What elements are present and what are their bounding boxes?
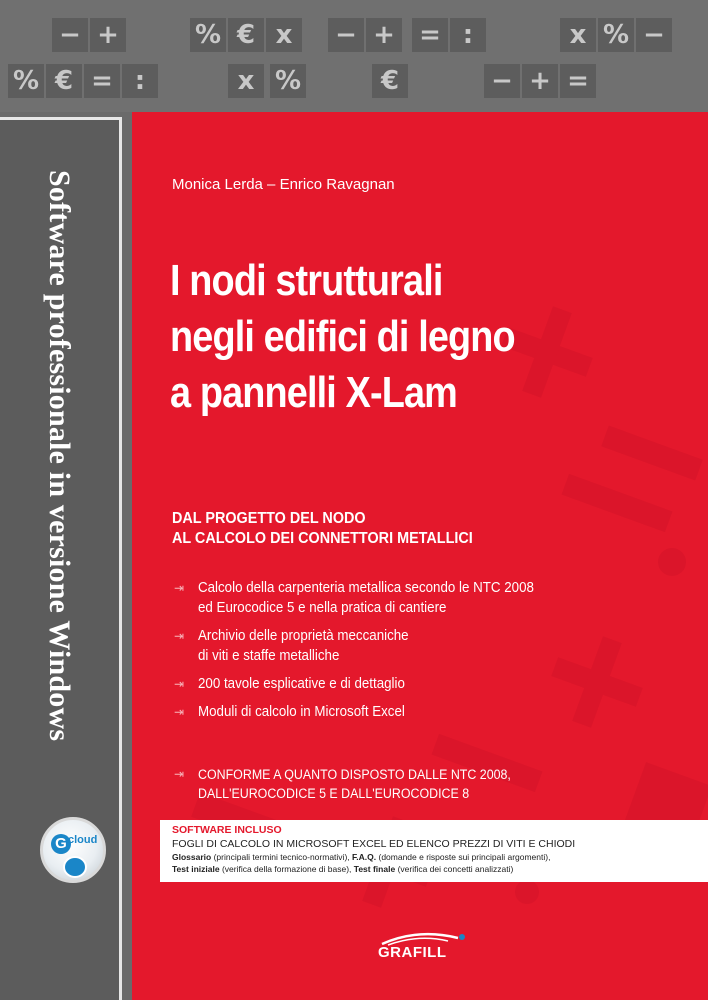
subtitle-line: AL CALCOLO DEI CONNETTORI METALLICI [172,530,473,547]
bullet-arrow-icon: ⇥ [174,629,185,643]
symbol-tile: = [560,64,596,98]
symbol-tile: + [522,64,558,98]
glossario-text: (principali termini tecnico-normativi), [213,852,350,862]
software-heading: SOFTWARE INCLUSO [172,824,282,836]
title-line: I nodi strutturali [170,256,443,305]
publisher-name: GRAFILL [378,944,447,961]
authors: Monica Lerda – Enrico Ravagnan [172,176,395,193]
conformity-note [174,765,694,811]
symbol-band [0,0,708,112]
publisher-logo [378,930,468,970]
feature-text: Moduli di calcolo in Microsoft Excel [198,704,405,720]
faq-text: (domande e risposte sui principali argomenti), [378,852,551,862]
symbol-tile: x [228,64,264,98]
symbol-tile: % [8,64,44,98]
feature-text: Archivio delle proprietà meccaniche [198,628,409,644]
bullet-arrow-icon: ⇥ [174,581,185,595]
gcloud-badge-icon [40,817,106,883]
symbol-tile: + [90,18,126,52]
title-line: negli edifici di legno [170,312,515,361]
feature-text: Calcolo della carpenteria metallica secondo le NTC 2008 [198,580,534,596]
software-details-2 [172,863,708,875]
symbol-tile: : [122,64,158,98]
software-details-1 [172,851,708,863]
symbol-tile: x [266,18,302,52]
feature-item [174,578,694,618]
symbol-row-2 [0,64,708,102]
symbol-tile: = [84,64,120,98]
symbol-row-1 [0,18,708,56]
gcloud-label: cloud [68,834,98,846]
symbol-tile: − [636,18,672,52]
test-iniziale-label: Test iniziale [172,864,220,874]
feature-text: di viti e staffe metalliche [198,648,340,664]
symbol-tile: − [52,18,88,52]
faq-label: F.A.Q. [352,852,377,862]
software-line: FOGLI DI CALCOLO IN MICROSOFT EXCEL ED ELENCO PREZZI DI VITI E CHIODI [172,838,576,850]
feature-text: 200 tavole esplicative e di dettaglio [198,676,405,692]
subtitle-line: DAL PROGETTO DEL NODO [172,510,366,527]
symbol-tile: % [598,18,634,52]
gcloud-g: G [51,834,71,854]
symbol-tile: − [328,18,364,52]
title-line: a pannelli X-Lam [170,368,457,417]
symbol-tile: + [366,18,402,52]
book-title [170,253,617,421]
symbol-tile: : [450,18,486,52]
bullet-arrow-icon: ⇥ [174,767,185,781]
symbol-tile: x [560,18,596,52]
bullet-arrow-icon: ⇥ [174,677,185,691]
symbol-tile: € [46,64,82,98]
software-included-box [160,820,708,882]
symbol-tile: = [412,18,448,52]
symbol-tile: € [372,64,408,98]
feature-item [174,765,694,803]
book-subtitle [172,509,473,549]
feature-item [174,626,694,666]
conform-text: CONFORME A QUANTO DISPOSTO DALLE NTC 2008, [198,767,511,782]
test-iniziale-text: (verifica della formazione di base), [221,864,352,874]
symbol-tile: − [484,64,520,98]
symbol-tile: % [270,64,306,98]
symbol-tile: % [190,18,226,52]
symbol-tile: € [228,18,264,52]
feature-text: ed Eurocodice 5 e nella pratica di cantiere [198,600,447,616]
feature-item [174,702,694,722]
feature-item [174,674,694,694]
bullet-arrow-icon: ⇥ [174,705,185,719]
glossario-label: Glossario [172,852,212,862]
test-finale-text: (verifica dei concetti analizzati) [397,864,514,874]
spine-title-text: Software professionale in versione Windows [43,170,76,742]
cd-icon [63,856,87,878]
conform-text: DALL'EUROCODICE 5 E DALL'EUROCODICE 8 [198,786,470,801]
test-finale-label: Test finale [353,864,396,874]
feature-list [174,578,694,730]
